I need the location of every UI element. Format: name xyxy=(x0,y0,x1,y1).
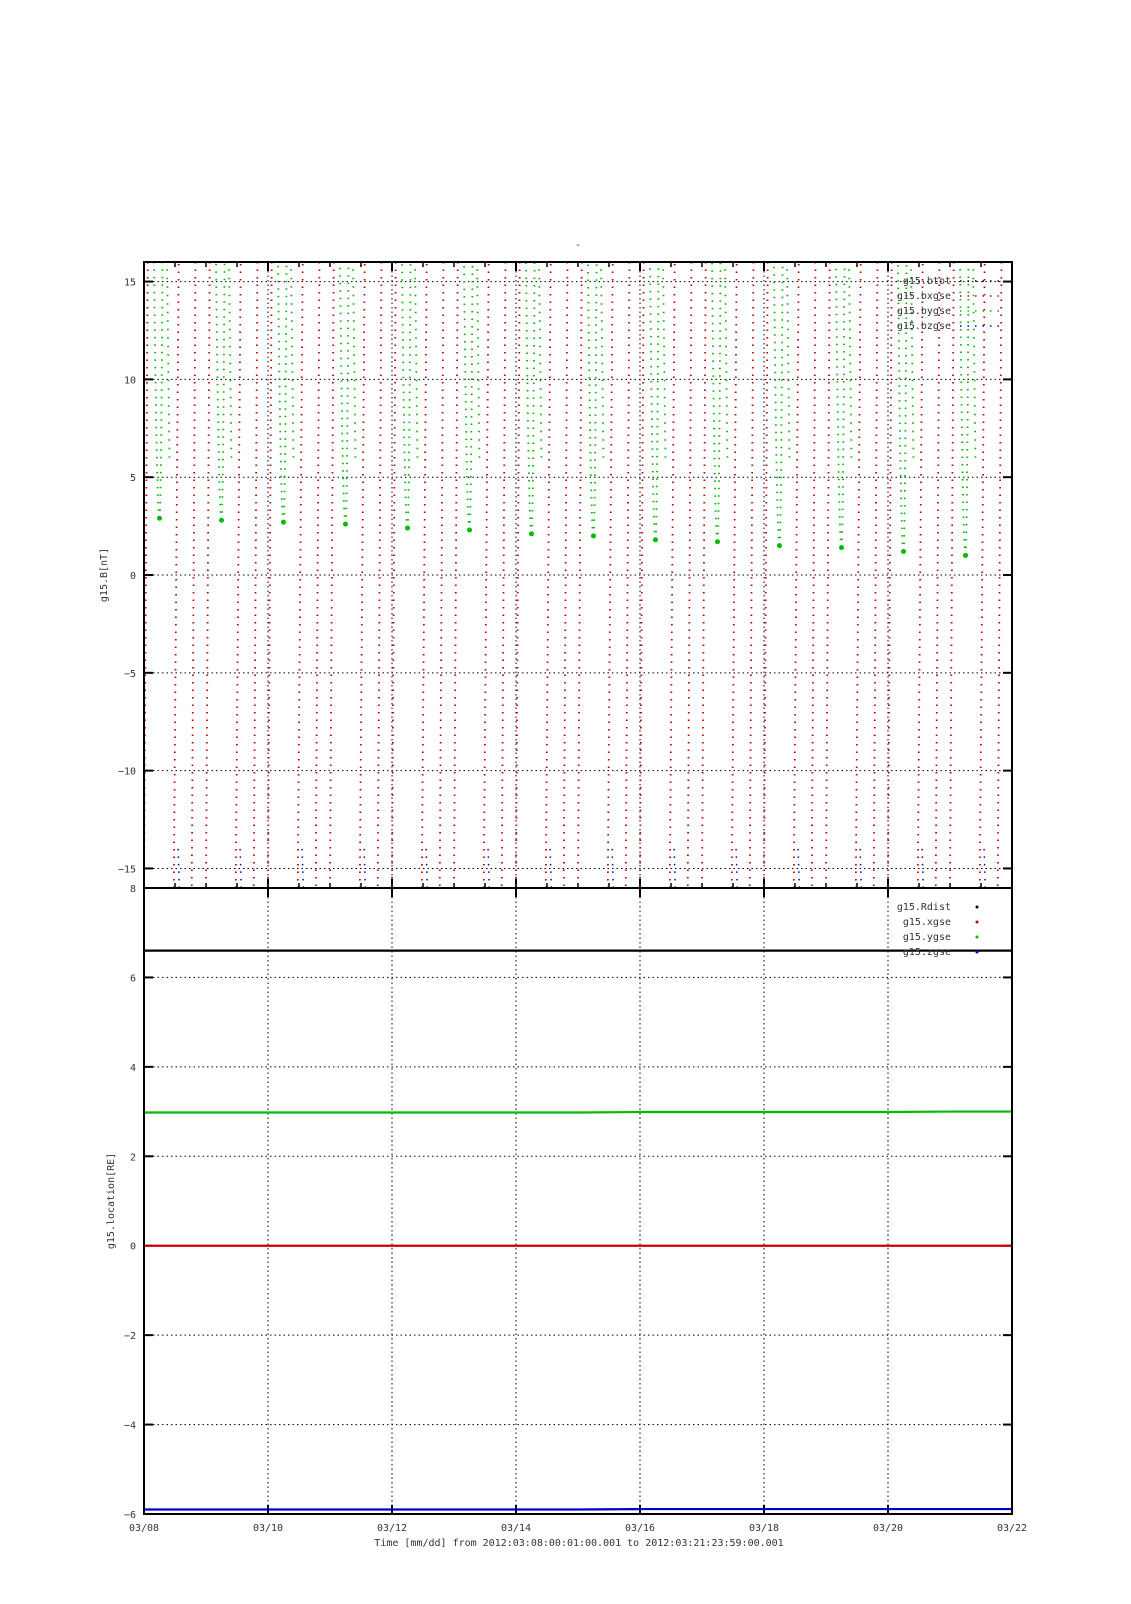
bygse-dip xyxy=(774,252,780,545)
bygse-strand xyxy=(229,252,231,457)
bygse-dip xyxy=(780,252,783,545)
x-tick-label: 03/20 xyxy=(873,1523,903,1534)
y-tick-label: 6 xyxy=(130,973,136,984)
g15.ygse-line xyxy=(144,1112,1012,1113)
bygse-minimum xyxy=(467,528,472,533)
y-tick-label: 0 xyxy=(130,571,136,582)
series-group xyxy=(144,252,1001,888)
bzgse-dots xyxy=(178,849,179,888)
bygse-strand xyxy=(973,252,975,457)
bygse-strand xyxy=(787,252,789,457)
bygse-dip xyxy=(966,252,969,555)
y-tick-label: 2 xyxy=(130,1152,136,1163)
bzgse-dots xyxy=(736,849,737,888)
y-tick-label: −15 xyxy=(118,864,136,875)
x-tick-label: 03/16 xyxy=(625,1523,655,1534)
bygse-strand xyxy=(601,252,603,457)
bygse-dip xyxy=(712,252,718,542)
legend-label: g15.bxgse xyxy=(897,291,951,302)
panel-magnetic-field xyxy=(99,252,1012,888)
bygse-dip xyxy=(960,252,966,555)
bygse-strand xyxy=(167,252,169,457)
bzgse-dots xyxy=(984,849,985,888)
x-axis-tick-labels xyxy=(129,1523,1027,1534)
x-tick-label: 03/08 xyxy=(129,1523,159,1534)
y-axis-label: g15.B[nT] xyxy=(99,548,110,602)
y-tick-label: −5 xyxy=(124,669,136,680)
legend-label: g15.btot xyxy=(903,276,951,287)
bzgse-dots xyxy=(240,849,241,888)
bygse-strand xyxy=(725,252,727,457)
bygse-dip xyxy=(594,252,597,536)
y-axis-label: g15.location[RE] xyxy=(106,1153,117,1249)
bzgse-dots xyxy=(798,849,799,888)
bygse-minimum xyxy=(839,545,844,550)
bygse-strand xyxy=(849,252,851,457)
bygse-dip xyxy=(588,252,594,536)
bygse-dip xyxy=(526,252,532,534)
grid xyxy=(118,262,1012,888)
legend-label: g15.bygse xyxy=(897,306,951,317)
x-tick-label: 03/18 xyxy=(749,1523,779,1534)
x-tick-label: 03/10 xyxy=(253,1523,283,1534)
x-tick-label: 03/22 xyxy=(997,1523,1027,1534)
bygse-strand xyxy=(353,252,355,457)
bygse-minimum xyxy=(529,531,534,536)
legend-label: g15.xgse xyxy=(903,917,951,928)
bygse-dip xyxy=(718,252,721,542)
bygse-minimum xyxy=(343,522,348,527)
bygse-strand xyxy=(291,252,293,457)
bygse-strand xyxy=(539,252,541,457)
legend-label: g15.bzgse xyxy=(897,321,951,332)
bygse-minimum xyxy=(715,539,720,544)
legend-swatch xyxy=(976,951,979,954)
legend-swatch xyxy=(976,921,979,924)
plot-frame xyxy=(144,262,1012,888)
y-tick-label: −4 xyxy=(124,1421,136,1432)
plot-frame xyxy=(144,888,1012,1514)
bygse-dip xyxy=(656,252,659,540)
y-tick-label: 5 xyxy=(130,473,136,484)
x-tick-label: 03/14 xyxy=(501,1523,531,1534)
x-tick-label: 03/12 xyxy=(377,1523,407,1534)
bygse-minimum xyxy=(653,537,658,542)
bygse-minimum xyxy=(405,526,410,531)
legend-label: g15.zgse xyxy=(903,947,951,958)
bygse-minimum xyxy=(777,543,782,548)
legend-swatch xyxy=(976,936,979,939)
bygse-dip xyxy=(532,252,535,534)
bygse-dip xyxy=(222,252,225,520)
y-tick-label: 8 xyxy=(130,884,136,895)
bygse-dip xyxy=(278,252,284,522)
bzgse-dots xyxy=(488,849,489,888)
bygse-minimum xyxy=(591,533,596,538)
legend-label: g15.Rdist xyxy=(897,902,951,913)
bygse-dip xyxy=(470,252,473,530)
bygse-dip xyxy=(402,252,408,528)
bygse-minimum xyxy=(219,518,224,523)
bygse-dip xyxy=(154,252,160,518)
bygse-minimum xyxy=(157,516,162,521)
panel-location xyxy=(106,884,1012,1521)
bygse-strand xyxy=(663,252,665,457)
bygse-minimum xyxy=(901,549,906,554)
bygse-strand xyxy=(415,252,417,457)
bygse-dip xyxy=(842,252,845,547)
bygse-dip xyxy=(836,252,842,547)
bygse-dip xyxy=(340,252,346,524)
legend-swatch xyxy=(976,906,979,909)
x-axis-label: Time [mm/dd] from 2012:03:08:00:01:00.001 to 2012:03:21:23:59:00.001 xyxy=(374,1538,783,1549)
y-tick-label: −10 xyxy=(118,767,136,778)
y-tick-label: −6 xyxy=(124,1510,136,1521)
y-tick-label: 0 xyxy=(130,1242,136,1253)
bygse-strand xyxy=(477,252,479,457)
y-tick-label: 15 xyxy=(124,278,136,289)
bygse-dip xyxy=(346,252,349,524)
bygse-dip xyxy=(160,252,163,518)
legend-label: g15.ygse xyxy=(903,932,951,943)
bygse-dip xyxy=(408,252,411,528)
bxgse-sweep xyxy=(640,262,644,888)
series-group xyxy=(144,951,1012,1510)
bygse-dip xyxy=(216,252,222,520)
top-mark: - xyxy=(575,240,581,251)
grid xyxy=(124,884,1012,1521)
bygse-minimum xyxy=(963,553,968,558)
bygse-minimum xyxy=(281,520,286,525)
bygse-dip xyxy=(284,252,287,522)
y-tick-label: 10 xyxy=(124,375,136,386)
bzgse-dots xyxy=(426,849,427,888)
y-tick-label: −2 xyxy=(124,1331,136,1342)
bygse-dip xyxy=(464,252,470,530)
bygse-dip xyxy=(650,252,656,540)
bxgse-sweep xyxy=(564,262,568,888)
y-tick-label: 4 xyxy=(130,1063,136,1074)
